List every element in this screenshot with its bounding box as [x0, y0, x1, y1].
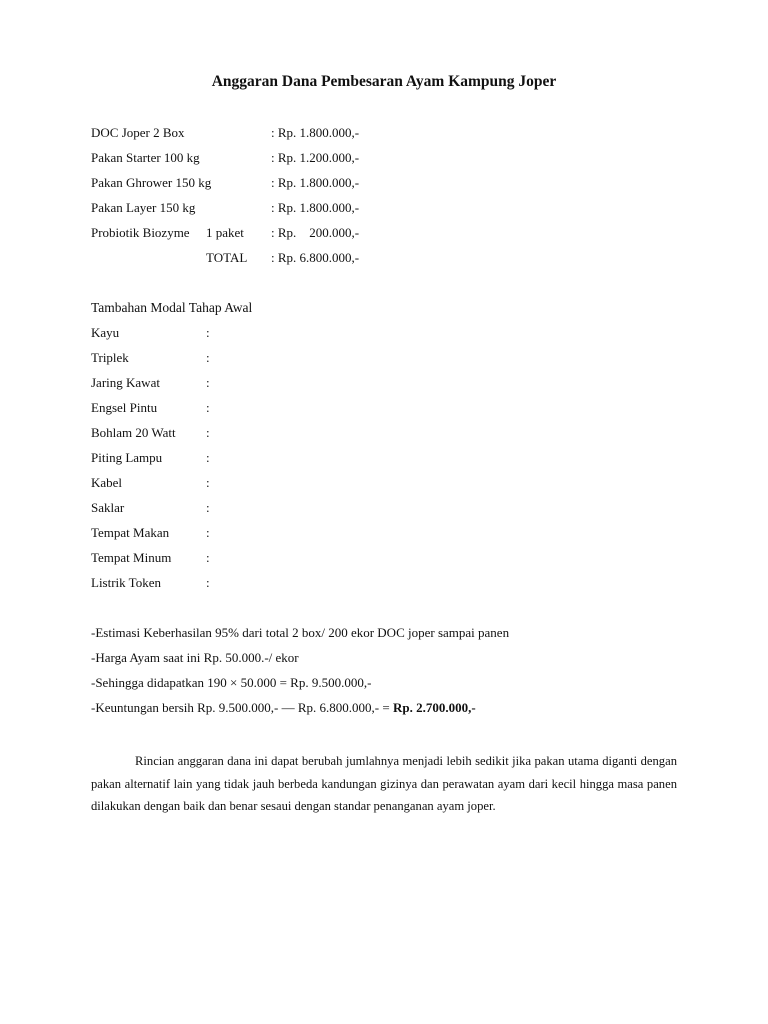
additional-item-name: Engsel Pintu: [91, 400, 158, 415]
additional-item-sep: :: [206, 525, 210, 540]
additional-item-name: Kayu: [91, 325, 120, 340]
estimate-line: -Harga Ayam saat ini Rp. 50.000.-/ ekor: [91, 650, 299, 665]
additional-item-name: Saklar: [91, 500, 125, 515]
additional-item-name: Kabel: [91, 475, 123, 490]
budget-item-amount: : Rp. 1.800.000,-: [271, 200, 360, 215]
additional-item-name: Bohlam 20 Watt: [91, 425, 176, 440]
additional-item-sep: :: [206, 325, 210, 340]
budget-item-amount: : Rp. 1.800.000,-: [271, 125, 360, 140]
budget-item-name: Pakan Ghrower 150 kg: [91, 175, 212, 190]
additional-item-sep: :: [206, 500, 210, 515]
additional-item-name: Tempat Minum: [91, 550, 172, 565]
additional-item-sep: :: [206, 400, 210, 415]
budget-total-label: TOTAL: [206, 250, 248, 265]
estimate-line: -Sehingga didapatkan 190 × 50.000 = Rp. 9.500.000,-: [91, 675, 372, 690]
additional-item-sep: :: [206, 475, 210, 490]
additional-item-sep: :: [206, 450, 210, 465]
budget-item-name: Pakan Layer 150 kg: [91, 200, 196, 215]
budget-total-amount: : Rp. 6.800.000,-: [271, 250, 360, 265]
budget-item-name: DOC Joper 2 Box: [91, 125, 185, 140]
additional-item-name: Jaring Kawat: [91, 375, 160, 390]
additional-item-sep: :: [206, 550, 210, 565]
budget-item-amount: : Rp. 1.200.000,-: [271, 150, 360, 165]
estimate-line: -Estimasi Keberhasilan 95% dari total 2 box/ 200 ekor DOC joper sampai panen: [91, 625, 510, 640]
budget-item-amount: : Rp. 200.000,-: [271, 225, 360, 240]
budget-item-name: Pakan Starter 100 kg: [91, 150, 200, 165]
profit-text: -Keuntungan bersih Rp. 9.500.000,- — Rp. 6.800.000,- =: [91, 700, 393, 715]
budget-item-amount: : Rp. 1.800.000,-: [271, 175, 360, 190]
additional-item-sep: :: [206, 350, 210, 365]
document-title: Anggaran Dana Pembesaran Ayam Kampung Joper: [211, 73, 557, 90]
closing-paragraph: Rincian anggaran dana ini dapat berubah jumlahnya menjadi lebih sedikit jika pakan utama diganti dengan pakan alternatif lain yang tidak jauh berbeda kandungan gizinya dan perawatan ayam dari kecil hingga masa panen dilakukan dengan baik dan benar sesaui dengan standar penanganan ayam joper.: [91, 754, 677, 813]
additional-item-name: Listrik Token: [91, 575, 161, 590]
estimate-line: [91, 699, 476, 717]
budget-item-qty: 1 paket: [206, 225, 244, 240]
additional-item-name: Piting Lampu: [91, 450, 163, 465]
additional-item-name: Tempat Makan: [91, 525, 170, 540]
additional-item-sep: :: [206, 575, 210, 590]
additional-item-name: Triplek: [91, 350, 129, 365]
additional-item-sep: :: [206, 425, 210, 440]
additional-item-sep: :: [206, 375, 210, 390]
budget-item-name: Probiotik Biozyme: [91, 225, 190, 240]
profit-amount: Rp. 2.700.000,-: [392, 700, 476, 715]
additional-heading: Tambahan Modal Tahap Awal: [91, 300, 253, 315]
